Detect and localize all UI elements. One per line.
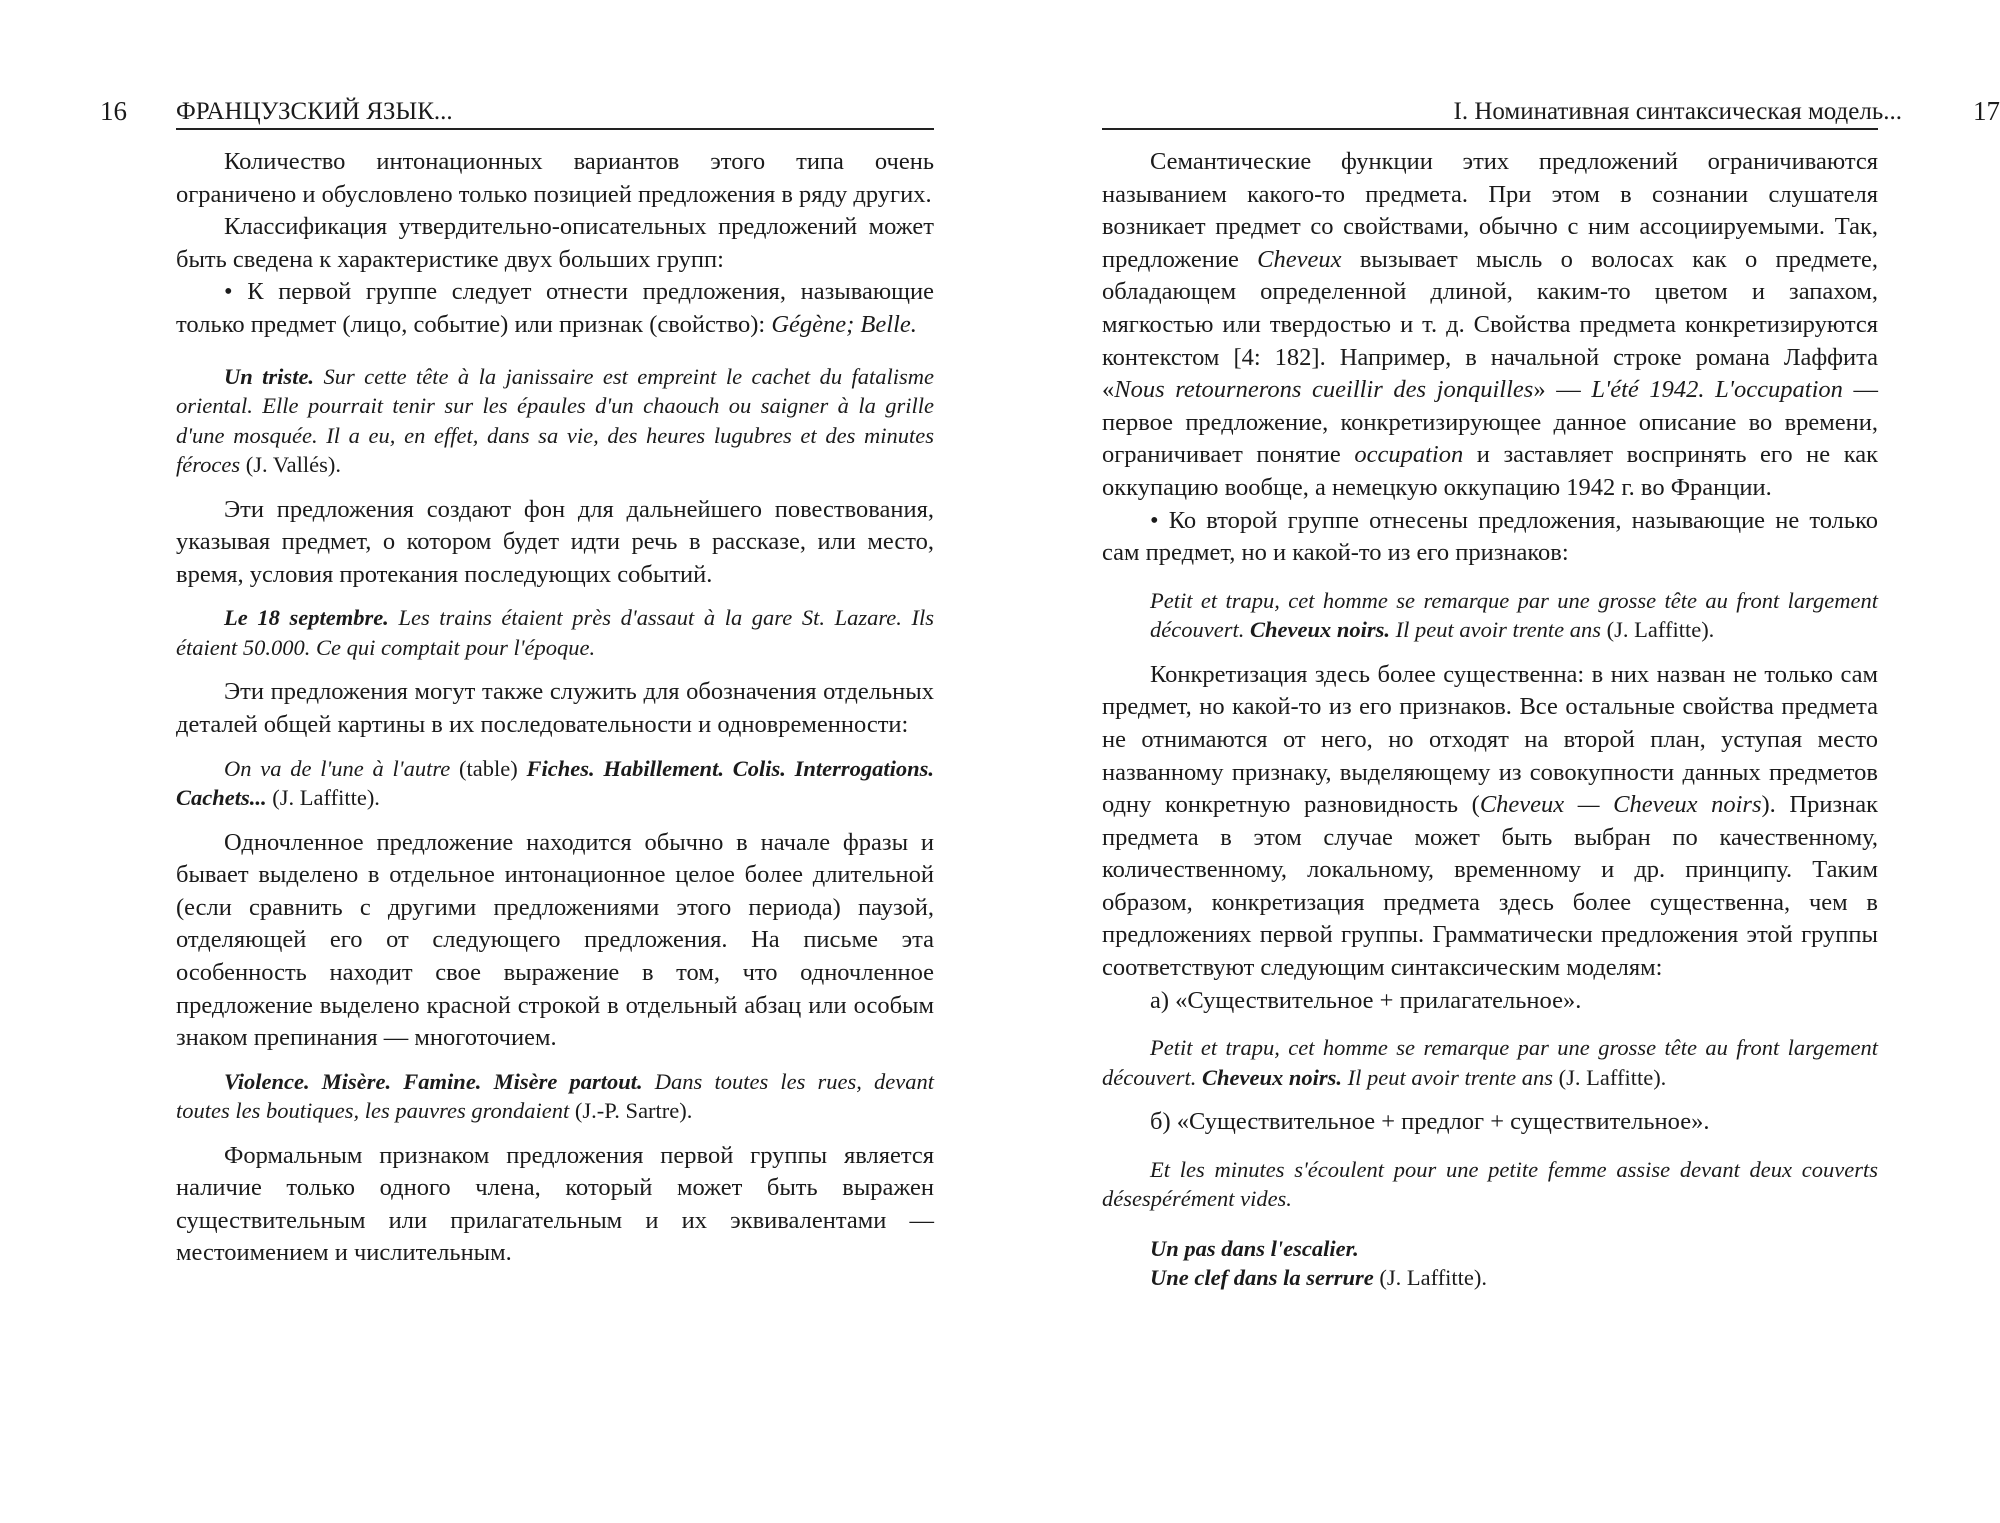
book-title: Nous retournerons cueillir des jonquilles xyxy=(1114,376,1534,404)
example-text: On va de l'une à l'autre xyxy=(224,755,451,781)
example-source: (J. Vallés). xyxy=(245,452,341,478)
example-quote xyxy=(176,754,934,813)
example-quote xyxy=(176,603,934,662)
page-number: 17 xyxy=(1973,96,2000,126)
model-item-b: б) «Существительное + предлог + существительное». xyxy=(1150,1108,1710,1136)
bullet-paragraph: • Ко второй группе отнесены предложения, называющие не только сам предмет, но и какой-то из его признаков: xyxy=(1102,506,1878,567)
example-source: (J. Laffitte). xyxy=(1379,1265,1488,1291)
running-head: I. Номинативная синтаксическая модель... xyxy=(1453,98,1902,125)
bullet-paragraph xyxy=(176,276,934,341)
example-bold: Fiches. Habillement. Colis. Interrogations. Cachets... xyxy=(176,755,934,811)
bullet-text: • К первой группе следует отнести предложения, называющие только предмет (лицо, событие) или признак (свойство): xyxy=(176,278,934,338)
example-source: (J.-P. Sartre). xyxy=(574,1098,693,1124)
example-note: (table) xyxy=(458,755,518,781)
page-number: 16 xyxy=(100,96,127,126)
example-text: Il peut avoir trente ans xyxy=(1395,617,1602,643)
example-quote xyxy=(1102,586,1878,645)
example-text: Les trains étaient près d'assaut à la gare St. Lazare. Ils étaient 50.000. Ce qui comptait pour l'époque. xyxy=(176,605,934,660)
example-text: Dans toutes les rues, devant toutes les boutiques, les pauvres grondaient xyxy=(176,1068,935,1124)
example-bold: Un pas dans l'escalier. xyxy=(1150,1235,1359,1261)
paragraph xyxy=(1102,659,1878,985)
right-page-body xyxy=(1102,146,1878,1307)
term-italic: Cheveux xyxy=(1257,245,1342,273)
left-page-body xyxy=(176,146,934,1270)
text-run: и заставляет воспринять его не как оккупацию вообще, а немецкую оккупацию 1942 г. во Франции. xyxy=(1102,441,1879,501)
paragraph: Классификация утвердительно-описательных предложений может быть сведена к характеристике двух больших групп: xyxy=(176,213,934,273)
paragraph: Количество интонационных вариантов этого типа очень ограничено и обусловлено только позицией предложения в ряду других. xyxy=(176,148,934,208)
text-run: — первое предложение, конкретизирующее данное описание во времени, ограничивает понятие xyxy=(1102,376,1879,469)
example-italic: Cheveux — Cheveux noirs xyxy=(1479,791,1762,819)
example-bold: Cheveux noirs. xyxy=(1249,617,1390,643)
right-page-header xyxy=(1102,92,2000,126)
right-page xyxy=(1102,92,2000,1291)
paragraph xyxy=(1102,146,1878,505)
example-bold: Le 18 septembre. xyxy=(224,605,389,631)
example-text: Petit et trapu, cet homme se remarque par une grosse tête au front largement découvert. xyxy=(1102,1035,1878,1090)
example-text: Il peut avoir trente ans xyxy=(1347,1064,1554,1090)
model-item-a: а) «Существительное + прилагательное». xyxy=(1150,986,1582,1014)
example-text: Petit et trapu, cet homme se remarque par une grosse tête au front largement découvert. xyxy=(1150,587,1878,643)
text-run: ). Признак предмета в этом случае может быть выбран по качественному, количественному, локальному, временному и др. принципу. Таким образом, конкретизация предмета здесь более существенна, чем в предложениях первой группы. Грамматически предложения этой группы соответствуют следующим синтаксическим моделям: xyxy=(1102,791,1878,982)
paragraph: Формальным признаком предложения первой группы является наличие только одного члена, который может быть выражен существительным или прилагательным и их эквивалентами — местоимением и числительным. xyxy=(176,1141,934,1267)
paragraph: Эти предложения могут также служить для обозначения отдельных деталей общей картины в их последовательности и одновременности: xyxy=(176,678,934,738)
text-run: Конкретизация здесь более существенна: в них назван не только сам предмет, но какой-то из его признаков. Все остальные свойства предмета не отнимаются от него, но отходят на второй план, уступая место названному признаку, выделяющему из совокупности данных предметов одну конкретную разновидность ( xyxy=(1102,660,1878,819)
example-source: (J. Laffitte). xyxy=(1606,617,1715,643)
example-quote xyxy=(176,1067,934,1126)
left-page-header xyxy=(100,92,952,126)
header-rule xyxy=(1102,128,1878,130)
running-head: ФРАНЦУЗСКИЙ ЯЗЫК... xyxy=(176,98,453,125)
paragraph: Эти предложения создают фон для дальнейшего повествования, указывая предмет, о котором будет идти речь в рассказе, или место, время, условия протекания последующих событий. xyxy=(176,495,934,588)
quote-italic: L'été 1942. L'occupation xyxy=(1591,376,1843,404)
text-run: Семантические функции этих предложений ограничиваются называнием какого-то предмета. При этом в сознании слушателя возникает предмет со свойствами, обычно с ним ассоциируемыми. Так, предложение xyxy=(1102,148,1878,273)
paragraph: Одночленное предложение находится обычно в начале фразы и бывает выделено в отдельное интонационное целое более длительной (если сравнить с другими предложениями этого периода) паузой, отделяющей его от следующего предложения. На письме эта особенность находит свое выражение в том, что одночленное предложение выделено красной строкой в отдельный абзац или особым знаком препинания — многоточием. xyxy=(176,828,934,1052)
example-bold: Cheveux noirs. xyxy=(1201,1064,1342,1090)
left-page xyxy=(100,92,952,1267)
example-bold: Violence. Misère. Famine. Misère partout. xyxy=(224,1068,643,1094)
term-italic: occupation xyxy=(1354,441,1464,469)
example-bold: Un triste. xyxy=(224,363,315,389)
example-quote xyxy=(176,362,934,480)
example-text: Sur cette tête à la janissaire est empreint le cachet du fatalisme oriental. Elle pourrait tenir sur les épaules d'un chaouch ou saigner à la grille d'une mosquée. Il a eu, en effet, dans sa vie, des heures lugubres et des minutes féroces xyxy=(176,363,935,478)
text-run: вызывает мысль о волосах как о предмете, обладающем определенной длиной, каким-то цветом и запахом, мягкостью или твердостью и т. д. Свойства предмета конкретизируются контекстом [4: 182]. Например, в начальной строке романа Лаффита « xyxy=(1102,245,1879,404)
text-run: » — xyxy=(1533,376,1581,404)
example-bold: Une clef dans la serrure xyxy=(1150,1265,1374,1291)
example-quote xyxy=(1102,1033,1878,1092)
example-quote xyxy=(1102,1234,1878,1293)
example-words: Gégène; Belle. xyxy=(771,310,917,338)
example-quote: Et les minutes s'écoulent pour une petite femme assise devant deux couverts désespérément vides. xyxy=(1102,1156,1878,1212)
example-source: (J. Laffitte). xyxy=(1558,1064,1667,1090)
header-rule xyxy=(176,128,934,130)
example-source: (J. Laffitte). xyxy=(272,785,380,811)
